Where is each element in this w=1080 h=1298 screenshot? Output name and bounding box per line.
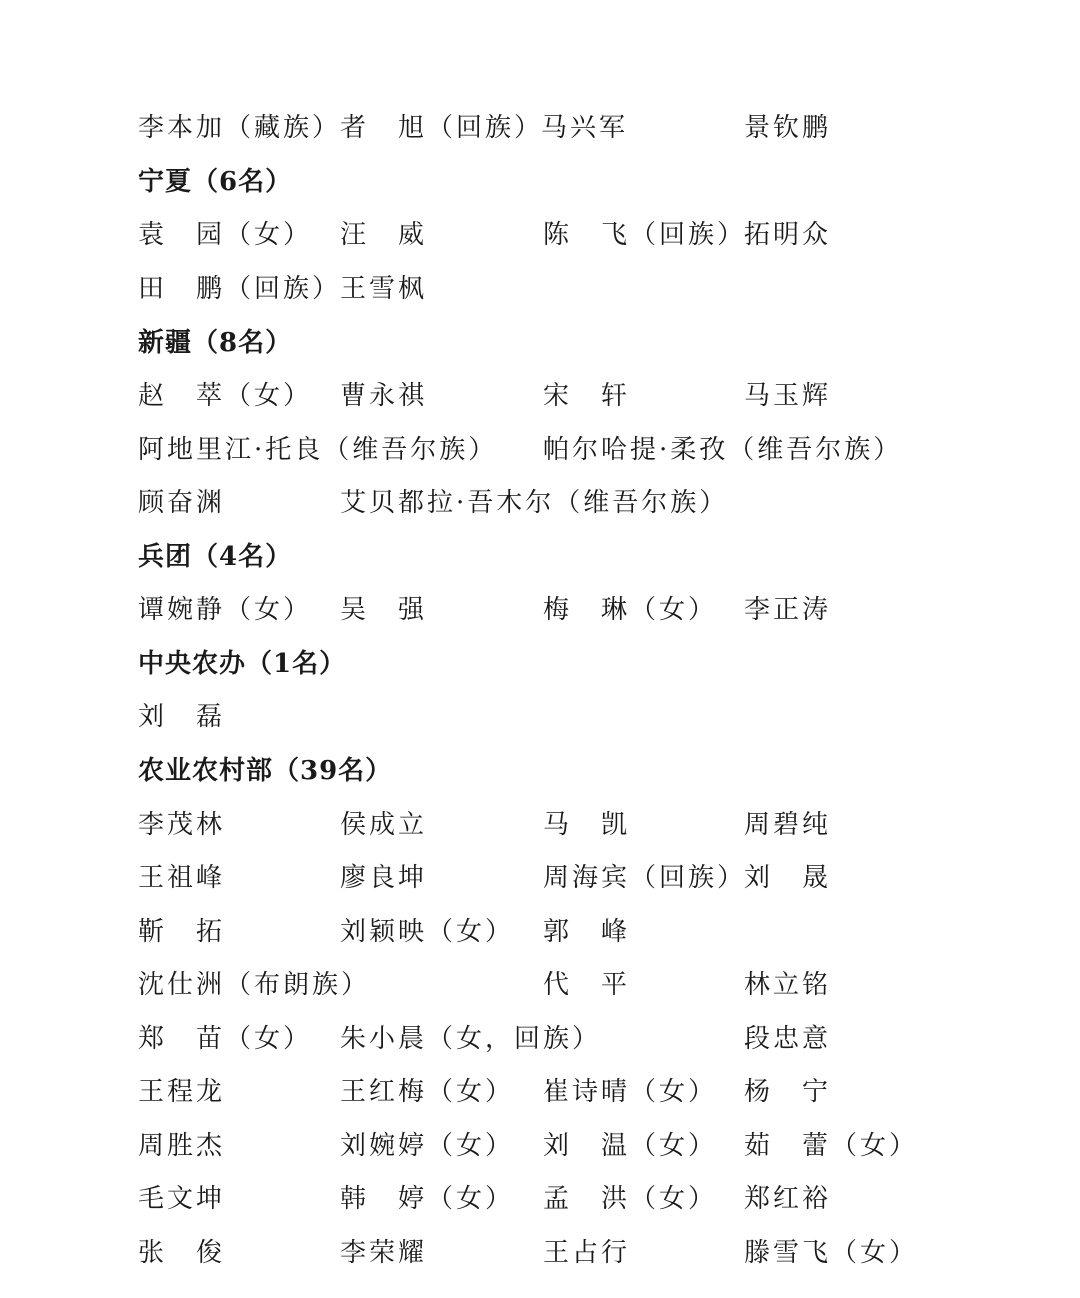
person-name: 刘 温（女）	[543, 1131, 718, 1161]
person-name: 李正涛	[744, 595, 832, 625]
section-heading-ningxia	[0, 155, 1080, 209]
person-name: 郭 峰	[543, 917, 631, 947]
person-name: 刘 磊	[138, 702, 226, 732]
name-row	[0, 690, 1080, 744]
person-name: 王红梅（女）	[340, 1077, 515, 1107]
person-name: 刘颖映（女）	[340, 917, 515, 947]
person-name: 崔诗晴（女）	[543, 1077, 718, 1107]
person-name: 汪 威	[340, 220, 428, 250]
name-row	[0, 1119, 1080, 1173]
person-name: 曹永祺	[340, 381, 428, 411]
person-name: 陈 飞（回族）	[543, 220, 747, 250]
person-name: 茹 蕾（女）	[744, 1131, 919, 1161]
person-name: 王程龙	[138, 1077, 226, 1107]
person-name: 者 旭（回族）	[340, 113, 544, 143]
person-name: 朱小晨（女，回族）	[340, 1024, 602, 1054]
person-name: 周胜杰	[138, 1131, 226, 1161]
section-heading-text: 农业农村部（39名）	[138, 756, 393, 786]
person-name: 李茂林	[138, 810, 226, 840]
person-name: 郑 苗（女）	[138, 1024, 313, 1054]
person-name: 侯成立	[340, 810, 428, 840]
person-name: 王占行	[543, 1238, 631, 1268]
name-row	[0, 1172, 1080, 1226]
name-row	[0, 208, 1080, 262]
person-name: 毛文坤	[138, 1184, 226, 1214]
person-name: 张 俊	[138, 1238, 226, 1268]
person-name: 谭婉静（女）	[138, 595, 313, 625]
person-name: 马兴军	[541, 113, 629, 143]
person-name: 赵 萃（女）	[138, 381, 313, 411]
section-heading-ministry	[0, 744, 1080, 798]
person-name: 林立铭	[744, 970, 832, 1000]
section-heading-text: 新疆（8名）	[138, 328, 293, 358]
name-row	[0, 798, 1080, 852]
person-name: 宋 轩	[543, 381, 631, 411]
person-name: 李本加（藏族）	[138, 113, 342, 143]
person-name: 李荣耀	[340, 1238, 428, 1268]
person-name: 顾奋渊	[138, 488, 226, 518]
person-name: 马 凯	[543, 810, 631, 840]
person-name: 周碧纯	[744, 810, 832, 840]
person-name: 靳 拓	[138, 917, 226, 947]
person-name: 拓明众	[744, 220, 832, 250]
name-row	[0, 1065, 1080, 1119]
section-heading-bingtuan	[0, 530, 1080, 584]
person-name: 滕雪飞（女）	[744, 1238, 919, 1268]
name-row	[0, 262, 1080, 316]
name-row	[0, 851, 1080, 905]
person-name: 周海宾（回族）	[543, 863, 747, 893]
name-row	[0, 583, 1080, 637]
person-name: 代 平	[543, 970, 631, 1000]
person-name: 田 鹏（回族）	[138, 274, 342, 304]
person-name: 廖良坤	[340, 863, 428, 893]
person-name: 王雪枫	[340, 274, 428, 304]
person-name: 阿地里江·托良（维吾尔族）	[138, 435, 498, 465]
person-name: 郑红裕	[744, 1184, 832, 1214]
person-name: 吴 强	[340, 595, 428, 625]
person-name: 刘婉婷（女）	[340, 1131, 515, 1161]
person-name: 段忠意	[744, 1024, 832, 1054]
person-name: 马玉辉	[744, 381, 832, 411]
person-name: 袁 园（女）	[138, 220, 313, 250]
person-name: 梅 琳（女）	[543, 595, 718, 625]
name-row	[0, 958, 1080, 1012]
person-name: 景钦鹏	[744, 113, 832, 143]
person-name: 孟 洪（女）	[543, 1184, 718, 1214]
name-row	[0, 1012, 1080, 1066]
section-heading-text: 兵团（4名）	[138, 542, 293, 572]
name-row	[0, 101, 1080, 155]
section-heading-xinjiang	[0, 316, 1080, 370]
person-name: 杨 宁	[744, 1077, 832, 1107]
name-row	[0, 423, 1080, 477]
person-name: 韩 婷（女）	[340, 1184, 515, 1214]
person-name: 刘 晟	[744, 863, 832, 893]
section-heading-text: 中央农办（1名）	[138, 649, 347, 679]
section-heading-text: 宁夏（6名）	[138, 167, 293, 197]
person-name: 沈仕洲（布朗族）	[138, 970, 371, 1000]
name-row	[0, 476, 1080, 530]
person-name: 王祖峰	[138, 863, 226, 893]
person-name: 帕尔哈提·柔孜（维吾尔族）	[543, 435, 903, 465]
section-heading-central-office	[0, 637, 1080, 691]
name-row	[0, 1226, 1080, 1280]
name-row	[0, 905, 1080, 959]
name-row	[0, 369, 1080, 423]
person-name: 艾贝都拉·吾木尔（维吾尔族）	[340, 488, 729, 518]
